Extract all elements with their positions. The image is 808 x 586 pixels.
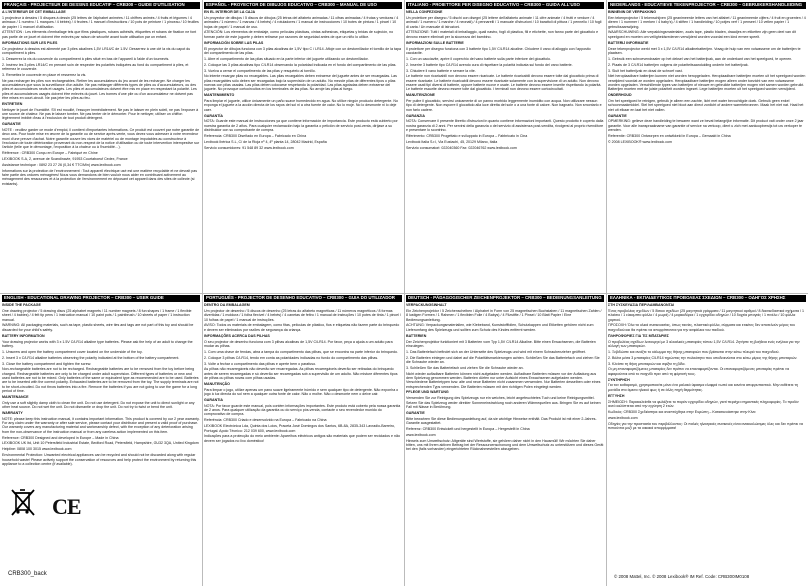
- paragraph: LEXIBOOK UK ltd, Unit 10 Petersfield Industrial Estate, Bedford Road, Petersfield, Hampshire, GU32 3QA, United Kingdom: [2, 441, 199, 446]
- paragraph: Der Zeichenprojektor funktioniert mit 3 Batterien vom Typ 1,5V C/LR14 Alkaline. Bitte einen Erwachsenen, die Batterien einzulegen.: [406, 339, 596, 348]
- paragraph: Para limpar o jogo, utilize apenas um pano suave ligeiramente húmido e sem qualquer tipo de detergente. Não exponha o jogo à luz directa do sol nem a qualquer outra fonte de calor. Não o molhe. Não o desmonte nem o deixe cair.: [204, 387, 399, 397]
- paragraph: Para limpiar el juguete, utilice únicamente un paño suave humedecido en agua. No utilice ningún producto detergente. No exponga el juguete a la acción directa de los rayos del sol ni a otra fuente de calor. No lo moje. No lo desmonte ni lo deje caer.: [204, 99, 398, 112]
- paragraph: 2. Coloque las 3 pilas alcalinas tipo C/LR14 observando la polaridad indicada en el fondo del compartimento de las pilas.: [204, 62, 397, 67]
- section-heading: NEDERLANDS - EDUCATIEVE TEKENPROJECTOR – CRB300 – GEBRUIKERSHANDLEIDING: [608, 2, 806, 9]
- paragraph: Referencia: CRB300 Diseñado en Europa – Fabricado en China: [204, 133, 307, 138]
- paragraph: INSIDE THE PACKAGE: [2, 303, 41, 308]
- paragraph: Il proiettore per disegno funziona con 3 batterie tipo 1,5V C/LR14 alcaline. Chiudere il vano di alloggio con l'apposito cacciavite.: [406, 46, 591, 55]
- paragraph: Environmental Protection: Unwanted electrical appliances can be recycled and should not be discarded along with regular household waste! Please actively support the conservation of resources and help protect the environment by returning this appliance to a collection centre (if available).: [2, 453, 197, 466]
- paragraph: Helpline: 0808 100 3015 www.lexibook.com: [2, 447, 72, 452]
- paragraph: Informations sur la protection de l'environnement : Tout appareil électrique usé est une matière recyclable et ne devrait pas faire partie des ordures ménagères! Nous vous demandons de bien vouloir nous aider en contribuant activement au ménagement des ressources et à la protection de l'environnement en déposant cet appareil dans des sites de collecte (si existants).: [2, 168, 197, 186]
- paragraph: Ένας προβολέας σχεδίων / 5 δίσκοι σχεδίων (25 μαγνητικά γράμματα / 11 μαγνητικοί αριθμοί / 8 διασκεδαστικά σχήματα / 1 πλαίσιο / 1 εύκαμπτο φύλλο / 4 μωρά) / 4 μαρκαδόροι / 1 εγχειρίδιο οδηγιών / 10 δοχεία μπογιάς / 1 πινέλο / 10 φύλλα χαρτιού.: [608, 308, 805, 322]
- paragraph: BATTERIEN: [406, 333, 427, 338]
- paragraph: GARANTIE: [406, 410, 425, 415]
- paragraph: BATTERY INFORMATION: [2, 333, 45, 338]
- paragraph: www.lexibook.com: [406, 432, 436, 437]
- section-heading: ENGLISH - EDUCATIONAL DRAWING PROJECTOR – CRB300 – USER GUIDE: [2, 295, 200, 302]
- section-heading: ΕΛΛΗΝΙΚΑ - ΕΚΠΑΙΔΕΥΤΙΚΟΣ ΠΡΟΒΟΛΕΑΣ ΣΧΕΔΙΩΝ – CRB300 – ΟΔΗΓΟΣ ΧΡΗΣΗΣ: [608, 295, 806, 302]
- paragraph: ACHTUNG: Verpackungsmaterialien, wie Klebeband, Kunststofffolien, Schutzkappen und Etiketten gehören nicht zum Lieferumfang des Spielzeugs und sollten zum Schutz des Kindes entfernt werden.: [406, 323, 594, 332]
- paragraph: 3. Volte a fechar o compartimento das pilhas e aperte bem o parafuso.: [204, 361, 317, 366]
- paragraph: 2. Insérez les 3 piles LR14/C en prenant soin de respecter les polarités indiquées au fond du compartiment à piles, et refermez le couvercle.: [2, 62, 189, 71]
- paragraph: 1. Gebruik een schroevendraaier op het deksel van het batterijvak, aan de onderkant van het speelgoed, te openen.: [608, 56, 793, 61]
- paragraph: Only use a soft slightly damp cloth to clean the unit. Do not use detergent. Do not expose the unit to direct sunlight or any other heat source. Do not wet the unit. Do not dismantle or drop the unit. Do not try to twist or bend the unit.: [2, 400, 195, 409]
- paragraph: Referência: CRB300 Criado e desenvolvido na Europa – Fabricado na China: [204, 418, 327, 423]
- paragraph: Nicht wieder aufladbare Batterien können nicht aufgeladen werden. Aufladbare Batterien müssen vor der Aufladung aus dem Spielzeug genommen werden. Batterien dürfen nur unter Aufsicht eines Erwachsenen aufgeladen werden. Verschiedene Batterietypen bzw. alte und neue Batterien nicht zusammen verwenden. Nur Batterien desselben oder eines entsprechenden Typs verwenden. Die Batterien müssen mit den richtigen Polen eingelegt werden.: [406, 371, 601, 389]
- paragraph: 1 projecteur à dessins / 5 disques à dessin (25 lettres de l'alphabet animées / 11 chiffres animés / 4 fruits et légumes / 4 animaux / 1 numéro / 1 marques / 4 bébés) / 4 feutres / 1 manuel d'instructions / 10 pots de peinture / 1 pinceau / 10 feuilles de papier / 1 manuel d'utilisation.: [2, 15, 199, 29]
- paragraph: INFORMATIONS SUR LES PILES: [2, 40, 58, 45]
- paragraph: Referenz: CRB300 Entwickelt und hergestellt in Europa – Hergestellt in China: [406, 426, 530, 431]
- paragraph: ATTENTION : Les éléments d'emballage tels que films plastiques, rubans adhésifs, étiquettes et rubans de fixation ne font pas partie de ce jouet et doivent être enlevés par raison de sécurité avant toute utilisation par un enfant.: [2, 30, 197, 39]
- section-heading: DEUTSCH - PÄDAGOGISCHER ZEICHENPROJEKTOR – CRB300 – BEDIENUNGSANLEITUNG: [406, 295, 604, 302]
- paragraph: Reference: CRB300 Designed and developed in Europe – Made in China: [2, 435, 119, 440]
- paragraph: Hinweis zum Umweltschutz: Altgeräte sind Wertstoffe, sie gehören daher nicht in den Hausmüll! Wir möchten Sie daher bitten, uns mit Ihrem aktiven Beitrag bei der Ressourcenschonung und dem Umweltschutz zu unterstützen und dieses Gerät bei den (falls vorhanden) eingerichteten Rücknahmestellen abzugeben.: [406, 438, 604, 452]
- paragraph: NOTE : veuillez garder ce mode d'emploi, il contient d'importantes informations. Ce produit est couvert par notre garantie de deux ans. Pour toute mise en œuvre de la garantie ou de service après-vente, vous devez vous adresser à votre revendeur muni d'une preuve d'achat. Notre garantie couvre les vices de matériel ou de montage imputables au constructeur à l'exclusion de toute détérioration provenant du non-respect de la notice d'utilisation ou de toute intervention intempestive sur l'article (telle que le démontage, l'exposition à la chaleur ou à l'humidité…).: [2, 128, 200, 150]
- paragraph: 2. Plaats de 3 C/LR14 batterijen volgens de polariteitsaanduiding onderin het batterijvak.: [608, 62, 749, 67]
- paragraph: GARANTÍA: [204, 113, 223, 118]
- column-portuguese: [204, 295, 402, 584]
- paragraph: MANTENIMIENTO: [204, 93, 235, 98]
- paragraph: NOTE: please keep this instruction manual, it contains important information. This product is covered by our 2 year warranty. For any claim under the warranty or after sale service, please contact your distributor and present a valid proof of purchase. Our warranty covers any manufacturing material and workmanship defect, with the exception of any deterioration arising from the non-observance of the instruction manual or from any careless action implemented on this item.: [2, 416, 200, 434]
- paragraph: www.lexibook.com: [608, 415, 638, 420]
- column-english: [2, 295, 200, 485]
- paragraph: 1. Das Batteriefach befindet sich an der Unterseite des Spielzeugs und wird mit einem Schraubenzieher geöffnet.: [406, 349, 586, 354]
- sheet-label: CRB300_back: [8, 571, 47, 577]
- paragraph: Κωδικός: CRB300 Σχεδιάστηκε και αναπτύχθηκε στην Ευρώπη – Κατασκευάστηκε στην Κίνα: [608, 409, 756, 414]
- column-dutch: [608, 2, 806, 291]
- paragraph: INFORMACIÓN SOBRE LAS PILAS: [204, 40, 264, 45]
- column-french: [2, 2, 200, 291]
- paragraph: EN EL INTERIOR DE LA CAJA: [204, 10, 256, 15]
- paragraph: El proyector de dibujos funciona con 3 pilas alcalinas de 1,5V tipo C / LR14. Afloje con un destornillador el tornillo de la tapa del compartimento de las pilas.: [204, 46, 401, 55]
- paragraph: Per pulire il giocattolo, servirsi unicamente di un panno morbido leggermente inumidito con acqua. Non utilizzare nessun tipo di detergente. Non esporre il giocattolo alla luce diretta del sole o a una fonte di calore. Non bagnarlo. Non smontarlo e non farlo cadere.: [406, 99, 602, 112]
- section-heading: PORTUGUÊS - PROJECTOR DE DESENHO EDUCATIVO – CRB300 – GUIA DO UTILIZADOR: [204, 295, 402, 302]
- paragraph: Οδηγίες για την προστασία του περιβάλλοντος: Οι παλιές ηλεκτρικές συσκευές είναι ανακυκλώσιμες ύλες και δεν πρέπει να πετιούνται μαζί με τα οικιακά απορρίμματα!: [608, 421, 803, 430]
- paragraph: PFLEGE UND WARTUNG: [406, 390, 449, 395]
- paragraph: DENTRO DA EMBALAGEM: [204, 303, 250, 308]
- column-spanish: [204, 2, 402, 291]
- paragraph: Για τον καθαρισμό, χρησιμοποιείτε μόνο ένα μαλακό ύφασμα ελαφρά νωπό και κανένα απορρυπαντικό. Μην εκθέτετε τη μονάδα στο άμεσο ηλιακό φως ή σε άλλη πηγή θερμότητας.: [608, 383, 798, 392]
- paragraph: Non-rechargeable batteries are not to be recharged. Rechargeable batteries are to be removed from the toy before being charged. Rechargeable batteries are only to be charged under adult supervision. Different types of batteries or new and used batteries are not to be mixed. Only batteries of the same or equivalent type as recommended are to be used. Batteries are to be inserted with the correct polarity. Exhausted batteries are to be removed from the toy. The supply terminals are not to be short-circuited. Do not throw batteries into a fire. Remove the batteries if you are not going to use the game for a long period of time.: [2, 367, 199, 393]
- paragraph: 2. Die Batterien einlegen und dabei auf die Polaritätsmarkierungen achten. Schließen Sie das Batteriefach und ziehen Sie die Schraube wieder an.: [406, 355, 600, 364]
- paragraph: 3. Close the battery compartment and tighten the screw.: [2, 361, 92, 366]
- paragraph: Lexibook Italia S.r.l, Via Eustachi, 45, 20129 Milano, Italia: [406, 139, 498, 144]
- column-italian: [406, 2, 604, 291]
- paragraph: GARANTIE: [2, 122, 21, 127]
- paragraph: NELLA CONFEZIONE: [406, 10, 443, 15]
- paragraph: 3. Remettez le couvercle en place et resserrez la vis.: [2, 72, 87, 77]
- paragraph: AVISO: Todos os materiais de embalagem, como fitas, películas de plástico, fios e etiquetas não fazem parte do brinquedo e devem ser eliminados por razões de segurança da criança.: [204, 323, 400, 332]
- paragraph: ATENCIÓN: Los elementos de embalaje, como películas plásticas, cintas adhesivas, etiquetas y bridas de sujeción, no forman parte de este juguete y deben retirarse por razones de seguridad antes de que un niño lo utilice.: [204, 30, 394, 39]
- paragraph: Référence : CRB300 Conçu en Europe – Fabriqué en Chine: [2, 151, 98, 156]
- paragraph: O seu projector de desenho funciona com 3 pilhas alcalinas de 1,5V C/LR14. Por favor, peça a ajuda a um adulto para mudar as pilhas.: [204, 339, 393, 348]
- section-heading: ESPAÑOL - PROYECTOR DE DIBUJOS EDUCATIVO – CRB300 – MANUAL DE USO: [204, 2, 402, 9]
- paragraph: BATTERIJ INFORMATIE: [608, 40, 649, 45]
- paragraph: WARRANTY: [2, 410, 23, 415]
- paragraph: GARANTIA: [204, 397, 223, 402]
- paragraph: Ce projecteur à dessins est alimenté par 3 piles alcalines 1,5V LR14/C de 1.5V. Desserrez à une clé la vis du capot du compartiment à piles.: [2, 46, 191, 55]
- paragraph: 3. Vuelva a cerrar el compartimento de las pilas y resquéelo al tornillo.: [204, 68, 316, 73]
- paragraph: 1. Con un cacciavite, aprire il coperchio del vano batterie sulla parte inferiore del giocattolo.: [406, 56, 552, 61]
- paragraph: ΣΗΜΕΙΩΣΗ: Παρακαλείσθε να φυλάξετε το παρόν εγχειρίδιο οδηγιών, γιατί περιέχει σημαντικές πληροφορίες. Το προϊόν αυτό καλύπτεται από την εγγύηση 2 ετών.: [608, 399, 799, 408]
- paragraph: Οι μη επαναφορτιζόμενες μπαταρίες δεν πρέπει να επαναφορτίζονται. Οι επαναφορτιζόμενες μπαταρίες πρέπει να αφαιρούνται από το παιχνίδι πριν από τη φόρτισή τους.: [608, 367, 790, 376]
- paragraph: LEXIBOOK Electrónica Lda, Quinta dos Loios, Praceta José Domingos dos Santos, 6B-8A, 2835-343 Lavradio-Barreiro, Portugal. Apoio Técnico: 212 039 600, www.lexibook.com: [204, 424, 395, 433]
- paragraph: 2. Coloque 3 pilhas C/LR14, tendo em conta as polaridades indicadas no fundo do compartimento das pilhas.: [204, 355, 379, 360]
- paragraph: Le batterie non ricaricabili non devono essere ricaricate. Le batterie ricaricabili devono essere tolte dal giocattolo prima di essere ricaricate. Le batterie ricaricabili devono essere ricaricate solamente con la supervisione di un adulto. Non devono essere usati tipi diversi di batterie, oppure batterie nuove e usate. Le batterie devono essere inserite rispettando la polarità. Le batterie esaurite devono essere tolte dal giocattolo. I terminali non devono essere cortocircuitati.: [406, 74, 602, 92]
- paragraph: 3. Sluit het batterijvak en draai de schroef vast.: [608, 68, 683, 73]
- paragraph: Assistance technique : 0892 23 27 26 (0,34 € TTC/Min) www.lexibook.com: [2, 162, 121, 167]
- paragraph: MANUTENZIONE: [406, 93, 435, 98]
- paragraph: Your drawing projector works with 3 x 1.5V C/LR14 alkaline type batteries. Please ask the help of an adult to change the battery.: [2, 339, 193, 348]
- paragraph: Servicio consumidores: 91 548 89 32 www.lexibook.com: [204, 145, 294, 150]
- paragraph: ATTENZIONE: Tutti i materiali di imballaggio, quali nastro, fogli di plastica, fili e etichette, non fanno parte del giocattolo e devono essere eliminati per la sicurezza del bambino.: [406, 30, 599, 39]
- paragraph: Om het speelgoed te reinigen, gebruik je alleen een zachte, licht met water bevochtigde doek. Gebruik geen enkel schoonmaakmiddel. Stel het speelgoed niet bloot aan direct zonlicht of andere warmtebronnen. Maak het niet nat. Haal het niet uit elkaar en laat het niet vallen.: [608, 99, 804, 112]
- paragraph: Ne pas recharger les piles non rechargeables. Retirer les accumulateurs du jeu avant de les recharger. Ne charger les accumulateurs que sous la surveillance d'un adulte. Ne pas mélanger différents types de piles ou d'accumulateurs, ou des piles et accumulateurs neufs et usagés. Les piles et accumulateurs doivent être mis en place en respectant la polarité. Les piles et accumulateurs usagés doivent être enlevés du jouet. Les bornes d'une pile ou d'un accumulateur ne doivent pas être mises en court-circuit. Ne pas jeter les piles au feu.: [2, 78, 197, 100]
- paragraph: 1. Abre el compartimento de las pilas situado en la parte inferior del juguete utilizando un destornillador.: [204, 56, 369, 61]
- paragraph: 2. Βάλτε μέσα 3 μπαταρίες C/LR14 τηρώντας την πολικότητα που υποδεικνύεται στο κάτω μέρος της θήκης μπαταριών.: [608, 355, 798, 360]
- paragraph: ENTRETIEN: [2, 101, 23, 106]
- paragraph: Un proyector de dibujos / 5 discos de dibujos (25 letras del alfabeto animadas / 11 cifras animadas / 4 frutas y verduras / 4 animales / 1 número / 1 marcas / 4 bebés) / 4 rotuladores / 1 manual de instrucciones / 10 botes de pintura / 1 pincel / 10 hojas de papel / 1 manual de uso.: [204, 15, 399, 29]
- paragraph: 3. Schließen Sie das Batteriefach und ziehen Sie die Schraube wieder an.: [406, 365, 524, 370]
- paragraph: MANUTENÇÃO: [204, 381, 230, 386]
- paragraph: One drawing projector / 5 drawing discs (25 alphabet magnets / 11 number magnets / 8 fun shapes / 1 frame / 1 flexible sheet / 4 babies) / 4 felt tip pens / 1 instruction manual / 10 paint pots / 1 paintbrush / 10 sheets of paper / 1 instruction manual.: [2, 308, 192, 322]
- paragraph: LEXIBOOK S.A, 2, avenue de Scandinavie, 91953 Courtaboeuf Cedex, France: [2, 157, 128, 162]
- paragraph: BINNENIN DE VERPAKKING: [608, 10, 657, 15]
- paragraph: ΣΤΗ ΣΥΣΚΕΥΑΣΙΑ ΠΕΡΙΛΑΜΒΑΝΟΝΤΑΙ: [608, 303, 675, 308]
- paragraph: Servizio consumatori: 022040360 Fax: 022046762 www.lexibook.com: [406, 145, 517, 150]
- paragraph: Referentie: CRB300 Ontworpen en ontwikkeld in Europa – Gemaakt in China: [608, 133, 731, 138]
- section-heading: ITALIANO - PROIETTORE PER DISEGNO EDUCATIVO – CRB300 – GUIDA ALL'USO: [406, 2, 604, 9]
- paragraph: Niet heroplaadbare batterijen kunnen niet worden heropgeladen. Heroplaadbare batterijen moeten uit het speelgoed worden verwijderd voordat ze worden opgeladen. Heroplaadbare batterijen mogen alleen onder toezicht van een volwassene worden opgeladen. Verschillende types van batterijen of nieuwe en gebruikte batterijen mogen niet samen worden gebruikt. Batterijen moeten met de juiste polariteit worden ingezet. Lege batterijen moeten uit het speelgoed worden verwijderd.: [608, 74, 806, 92]
- paragraph: VERPACKUNGSINHALT: [406, 303, 447, 308]
- paragraph: Um projector de desenho / 5 discos de desenho (25 letras do alfabeto magnéticas / 11 números magnéticos / 8 formas divertidas / 1 moldura / 1 folha flexível / 4 bebés) / 4 canetas de feltro / 1 manual de instruções / 10 potes de tinta / 1 pincel / 10 folhas de papel / 1 manual de instruções.: [204, 308, 401, 322]
- paragraph: NOTA: Guarde este manual de instrucciones ya que contiene información de importancia. Este producto está cubierto por nuestra garantía de 2 años. Para cualquier reclamación bajo la garantía o petición de servicio post-venta, diríjase a su distribuidor con su comprobante de compra.: [204, 119, 398, 133]
- column-german: [406, 295, 604, 584]
- paragraph: WAARSCHUWING: Alle verpakkingsmaterialen, zoals tape, plastic bladen, draadjes en etiketten zijn geen deel van dit speelgoed en moeten om veiligheidsredenen verwijderd worden voordat een kind ermee speelt.: [608, 30, 796, 39]
- paragraph: Ein Zeichenprojektor / 5 Zeichenscheiben / Alphabet in Form von 25 magnetischen Buchstaben / 11 magnetischen Zahlen / 8 lustigen Formen / 1 Rahmen / 1 flexiblen Folie / 4 Babys) / 4 Filzstifte / 1 Pinsel / 10 Blatt Papier / Eine Bedienungsanleitung.: [406, 308, 602, 322]
- paragraph: 3. Chiudere il vano batterie e serrare la vite.: [406, 68, 476, 73]
- paragraph: WARNING: All packaging materials, such as tape, plastic sheets, wire ties and tags are not part of this toy and should be discarded for your child's safety.: [2, 323, 194, 332]
- paragraph: 2. Insert 3 x C/LR14 alkaline batteries observing the polarity indicated at the bottom of the battery compartment.: [2, 355, 180, 360]
- section-heading: FRANÇAIS - PROJECTEUR DE DESSINS EDUCATIF – CRB300 – GUIDE D'UTILISATION: [2, 2, 200, 9]
- paragraph: A L'INTERIEUR DE CET EMBALLAGE: [2, 10, 66, 15]
- paragraph: MAINTENANCE: [2, 394, 29, 399]
- paragraph: ΠΡΟΣΟΧΗ: Όλα τα υλικά συσκευασίας, όπως ταινίες, πλαστικά φύλλα, σύρματα και ετικέτες δεν αποτελούν μέρος του παιχνιδιού και θα πρέπει να απορρίπτονται για την ασφάλεια του παιδιού.: [608, 323, 796, 332]
- paragraph: Indicações para a protecção do meio ambiente: Aparelhos eléctricos antigos são materiais que podem ser reciclados e não devem ser jogados no lixo doméstico!: [204, 434, 400, 443]
- paragraph: © 2008 LEXIBOOK® www.lexibook.com: [608, 139, 673, 144]
- paragraph: 1. Ξεβιδώστε και ανοίξτε το κάλυμμα της θήκης μπαταριών που βρίσκεται στην κάτω πλευρά του παιχνιδιού.: [608, 349, 780, 354]
- paragraph: Bitte bewahren Sie diese Bedienungsanleitung auf, da sie wichtige Hinweise enthält. Das Produkt ist mit einer 2-Jahres-Garantie ausgestattet.: [406, 416, 597, 426]
- paragraph: NOTA: Conservare il presente libretto d'istruzioni in quanto contiene informazioni importanti. Questo prodotto è coperto dalla nostra garanzia di 2 anni. Per servirsi della garanzia o del servizio di assistenza post-vendita, rivolgersi al proprio rivenditore e presentare lo scontrino.: [406, 119, 604, 133]
- paragraph: Nettoyer le jouet de l'humidité. S'il est mouillé, l'essuyer immédiatement. Ne pas le laisser en plein soleil, ne pas l'exposer à une source de chaleur. Ne pas le laisser tomber. Ne pas tenter de le démonter. Pour le nettoyer, utiliser un chiffon légèrement imbibé d'eau à l'exclusion de tout produit détergent.: [2, 107, 199, 121]
- paragraph: NOTA: Por favor guarde este manual, pois contém informações importantes. Este produto está coberto pela nossa garantia de 2 anos. Para qualquer utilização da garantia ou do serviço pós-venda, contacte o seu revendedor munido do comprovativo de compra.: [204, 403, 401, 417]
- column-greek: [608, 295, 806, 570]
- paragraph: GARANTIE: [608, 113, 627, 118]
- paragraph: 1. Desserrez la vis du couvercle du compartiment à piles situé en bas de l'appareil à l'aide d'un tournevis.: [2, 56, 170, 61]
- paragraph: ONDERHOUD: [608, 93, 632, 98]
- paragraph: INFORMAÇÕES ACERCA DAS PILHAS: [204, 333, 270, 338]
- paragraph: Un proiettore per disegno / 5 dischi con disegni (25 lettere dell'alfabeto animate / 11 cifre animate / 4 frutti e verdure / 4 animali / 1 numero / 1 marche / 4 neonati) / 4 pennarelli / 1 manuale d'istruzioni / 10 barattoli di pittura / 1 pennello / 10 fogli di carta / Un manuale di istruzioni.: [406, 15, 602, 29]
- paragraph: OPMERKING: gelieve deze handleiding te bewaren want ze bevat belangrijke informatie. Dit product valt onder onze 2 jaar garantie. Voor alle inanspraakname van garantie of service na verkoop, dient u zich met aankoopbewijs tot uw verkoper te wenden.: [608, 119, 804, 133]
- crossed-bin-icon: [10, 488, 36, 518]
- paragraph: ΣΥΝΤΗΡΗΣΗ: [608, 377, 630, 382]
- paragraph: Deze tekenprojector werkt met 3 x 1,5V C/LR14 alkalinebatterijen. Vraag de hulp van een volwassene om de batterijen te plaatsen.: [608, 46, 801, 55]
- paragraph: Riferimento: CRB300 Progettato e sviluppato in Europa – Fabbricato in Cina: [406, 133, 528, 138]
- paragraph: Lexibook Ibérica S.L, C/ de la Rioja nº 4, 4º planta 14, 28042 Madrid, España: [204, 139, 327, 144]
- paragraph: 1. Com uma chave de fendas, abra a tampa do compartimento das pilhas, que se encontra na parte inferior do brinquedo.: [204, 349, 398, 354]
- paragraph: GARANZIA: [406, 113, 425, 118]
- paragraph: ΕΓΓΥΗΣΗ: [608, 393, 625, 398]
- paragraph: INFORMAZIONI SULLE BATTERIE: [406, 40, 464, 45]
- paragraph: 1. Unscrew and open the battery compartment cover located on the underside of the toy.: [2, 349, 143, 354]
- paragraph: Verwenden Sie zur Reinigung des Spielzeugs nur ein weiches, leicht angefeuchtetes Tuch und keine Reinigungsmittel. Setzen Sie das Spielzeug weder direkter Sonneneinstrahlung noch anderen Wärmequellen aus. Bringen Sie es auf keinen Fall mit Nässe in Berührung.: [406, 396, 601, 409]
- paragraph: No intente recargar pilas no recargables. Las pilas recargables deben extraerse del juguete antes de ser recargadas. Las pilas recargables sólo deben ser recargadas bajo la supervisión de un adulto. No mezcle pilas de diferentes tipos o pilas nuevas con pilas usadas. Las pilas deben colocarse respetando la polaridad. Las pilas agotadas deben extraerse del juguete. No provoque cortocircuitos en los terminales de las pilas. No arroje las pilas al fuego.: [204, 74, 397, 92]
- paragraph: Ο προβολέας σχεδίων λειτουργεί με 3 αλκαλικές μπαταρίες τύπου 1,5V C/LR14. Ζητήστε τη βοήθεια ενός ενήλικα για την αλλαγή των μπαταριών.: [608, 339, 800, 348]
- paragraph: 3. Κλείστε τη θήκη μπαταριών και σφίξτε τη βίδα.: [608, 361, 686, 366]
- paragraph: ΠΛΗΡΟΦΟΡΙΕΣ ΓΙΑ ΤΙΣ ΜΠΑΤΑΡΙΕΣ: [608, 333, 669, 338]
- paragraph: As pilhas não recarregáveis não deverão ser recarregadas. As pilhas recarregáveis deverão ser retiradas do brinquedo antes de serem recarregadas e só deverão ser recarregadas sob a supervisão de um adulto. Não misture diferentes tipos de pilhas ou pilhas novas com pilhas usadas.: [204, 367, 398, 380]
- ce-mark-icon: CE: [52, 494, 81, 519]
- paragraph: 2. Inserire 3 batterie tipo C/LR14 avendo cura di rispettare la polarità indicata sul fondo del vano batterie.: [406, 62, 573, 67]
- footer-copyright: © 2008 Mattel, Inc. © 2008 Lexibook® IM Ref. Code: CRB300IM0108: [614, 574, 750, 579]
- paragraph: Een tekenprojector / 5 tekenschijven (25 geanimeerde letters van het alfabet / 11 geanimeerde cijfers / 4 fruit en groenten / 4 dieren / 1 nummer / 1 merken / 4 baby's) / 4 stiften / 1 handleiding / 10 potjes verf / 1 penseel / 10 vellen papier / 1 gebruiksaanwijzing.: [608, 15, 806, 29]
